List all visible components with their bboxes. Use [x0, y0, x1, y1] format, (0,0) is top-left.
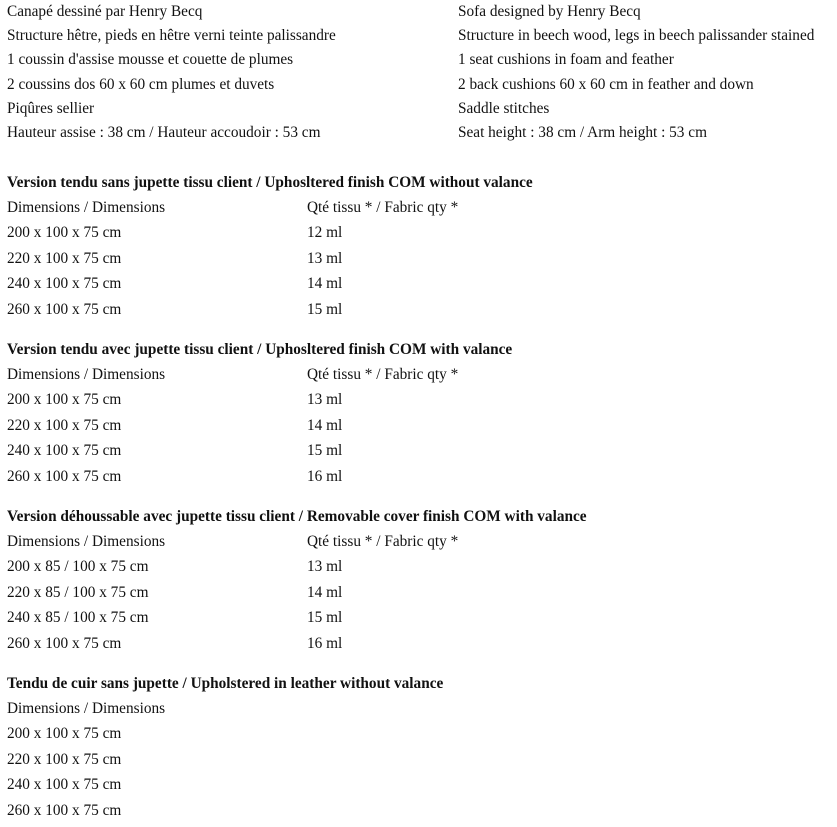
dimension-cell: 240 x 100 x 75 cm	[7, 442, 122, 460]
table-header-row	[7, 195, 835, 220]
table-row	[7, 438, 835, 463]
dimension-cell: 220 x 85 / 100 x 75 cm	[7, 583, 149, 601]
intro-text-fr: Structure hêtre, pieds en hêtre verni teinte palissandre	[7, 27, 336, 45]
fabric-qty-cell: 16 ml	[307, 467, 343, 485]
intro-text-fr: Hauteur assise : 38 cm / Hauteur accoudoir : 53 cm	[7, 123, 321, 141]
dimension-cell: 200 x 100 x 75 cm	[7, 725, 122, 743]
fabric-qty-header: Qté tissu * / Fabric qty *	[307, 533, 459, 550]
table-row	[7, 387, 835, 412]
dimension-cell: 220 x 100 x 75 cm	[7, 249, 122, 267]
intro-text-fr: Canapé dessiné par Henry Becq	[7, 3, 203, 20]
section-title: Version tendu sans jupette tissu client / Uphosltered finish COM without valance	[7, 174, 533, 191]
fabric-qty-cell: 14 ml	[307, 275, 343, 293]
fabric-qty-header: Qté tissu * / Fabric qty *	[307, 366, 459, 383]
dimension-cell: 260 x 100 x 75 cm	[7, 467, 122, 485]
dimension-cell: 260 x 100 x 75 cm	[7, 801, 122, 819]
intro-text-en: Saddle stitches	[458, 99, 550, 117]
table-row	[7, 413, 835, 438]
table-row	[7, 580, 835, 605]
fabric-qty-cell: 15 ml	[307, 300, 343, 318]
intro-text-en: 1 seat cushions in foam and feather	[458, 51, 674, 69]
intro-row	[7, 73, 835, 97]
fabric-qty-cell: 14 ml	[307, 583, 343, 601]
table-row	[7, 464, 835, 489]
fabric-qty-cell: 13 ml	[307, 558, 343, 576]
section-cuir	[7, 671, 835, 823]
dimension-cell: 220 x 100 x 75 cm	[7, 416, 122, 434]
table-header-row	[7, 696, 835, 721]
section-title: Tendu de cuir sans jupette / Upholstered in leather without valance	[7, 675, 444, 692]
table-row	[7, 605, 835, 630]
table-row	[7, 631, 835, 656]
fabric-qty-cell: 16 ml	[307, 634, 343, 652]
table-row	[7, 271, 835, 296]
dimensions-header: Dimensions / Dimensions	[7, 700, 166, 717]
table-row	[7, 220, 835, 245]
dimension-cell: 260 x 100 x 75 cm	[7, 634, 122, 652]
intro-row	[7, 0, 835, 24]
fabric-qty-header: Qté tissu * / Fabric qty *	[307, 199, 459, 216]
dimensions-header: Dimensions / Dimensions	[7, 533, 166, 550]
fabric-qty-cell: 13 ml	[307, 249, 343, 267]
intro-text-en: 2 back cushions 60 x 60 cm in feather and down	[458, 75, 754, 93]
table-row	[7, 721, 835, 746]
section-tendu-avec-jupette	[7, 337, 835, 489]
fabric-qty-cell: 14 ml	[307, 416, 343, 434]
table-row	[7, 246, 835, 271]
dimension-cell: 200 x 100 x 75 cm	[7, 224, 122, 242]
intro-row	[7, 97, 835, 121]
intro-text-fr: Piqûres sellier	[7, 99, 95, 117]
fabric-qty-cell: 12 ml	[307, 224, 343, 242]
section-title: Version tendu avec jupette tissu client / Uphosltered finish COM with valance	[7, 341, 513, 358]
dimensions-header: Dimensions / Dimensions	[7, 199, 166, 216]
intro-row	[7, 121, 835, 145]
dimensions-header: Dimensions / Dimensions	[7, 366, 166, 383]
intro-text-en: Structure in beech wood, legs in beech palissander stained	[458, 27, 815, 45]
section-tendu-sans-jupette	[7, 170, 835, 322]
dimension-cell: 240 x 100 x 75 cm	[7, 776, 122, 794]
intro-text-fr: 2 coussins dos 60 x 60 cm plumes et duvets	[7, 75, 275, 93]
table-row	[7, 554, 835, 579]
dimension-cell: 200 x 85 / 100 x 75 cm	[7, 558, 149, 576]
intro-text-fr: 1 coussin d'assise mousse et couette de plumes	[7, 51, 294, 69]
table-row	[7, 747, 835, 772]
fabric-qty-cell: 15 ml	[307, 442, 343, 460]
section-dehoussable	[7, 504, 835, 656]
fabric-qty-cell: 13 ml	[307, 391, 343, 409]
table-row	[7, 772, 835, 797]
table-row	[7, 798, 835, 823]
intro-row	[7, 48, 835, 72]
intro-block	[7, 0, 835, 145]
table-header-row	[7, 529, 835, 554]
intro-row	[7, 24, 835, 48]
table-header-row	[7, 362, 835, 387]
dimension-cell: 240 x 100 x 75 cm	[7, 275, 122, 293]
section-title: Version déhoussable avec jupette tissu client / Removable cover finish COM with valance	[7, 508, 587, 525]
intro-text-en: Seat height : 38 cm / Arm height : 53 cm	[458, 123, 707, 141]
dimension-cell: 220 x 100 x 75 cm	[7, 750, 122, 768]
fabric-qty-cell: 15 ml	[307, 609, 343, 627]
dimension-cell: 240 x 85 / 100 x 75 cm	[7, 609, 149, 627]
table-row	[7, 297, 835, 322]
intro-text-en: Sofa designed by Henry Becq	[458, 3, 641, 20]
dimension-cell: 200 x 100 x 75 cm	[7, 391, 122, 409]
dimension-cell: 260 x 100 x 75 cm	[7, 300, 122, 318]
